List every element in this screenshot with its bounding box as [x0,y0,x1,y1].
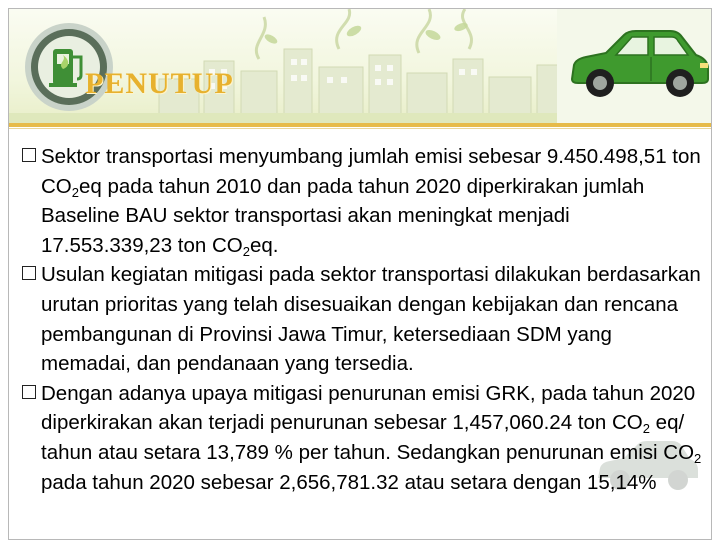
bullet-item [22,142,702,260]
green-car-icon [562,21,711,107]
content-body [22,142,702,497]
header-divider [9,123,711,127]
bullet-text: Dengan adanya upaya mitigasi penurunan emisi GRK, pada tahun 2020 diperkirakan akan terjadi penurunan sebesar 1,457,060.24 ton $CO_2$ eq/ tahun atau setara 13,789 % per tahun. Sedangkan penurunan emisi $CO_2$ pada tahun 2020 sebesar 2,656,781.32 atau setara dengan 15,14% [41,381,702,494]
checkbox-icon [22,385,36,399]
checkbox-icon [22,266,36,280]
checkbox-icon [22,148,36,162]
bullet-item [22,260,702,378]
bullet-text: Sektor transportasi menyumbang jumlah emisi sebesar 9.450.498,51 ton $CO_2eq$ pada tahun 2010 dan pada tahun 2020 diperkirakan jumlah Baseline BAU sektor transportasi akan meningkat menjadi 17.553.339,23 ton $CO_2eq$. [41,145,701,259]
page-title: PENUTUP [85,67,234,100]
header-banner [9,9,711,125]
bullet-text: Usulan kegiatan mitigasi pada sektor transportasi dilakukan berdasarkan urutan prioritas yang telah disesuaikan dengan kebijakan dan rencana pembangunan di Provinsi Jawa Timur, ketersediaan SDM yang memadai, dan pendanaan yang tersedia. [41,263,701,376]
bullet-item [22,379,702,497]
header-divider-thin [9,128,711,129]
